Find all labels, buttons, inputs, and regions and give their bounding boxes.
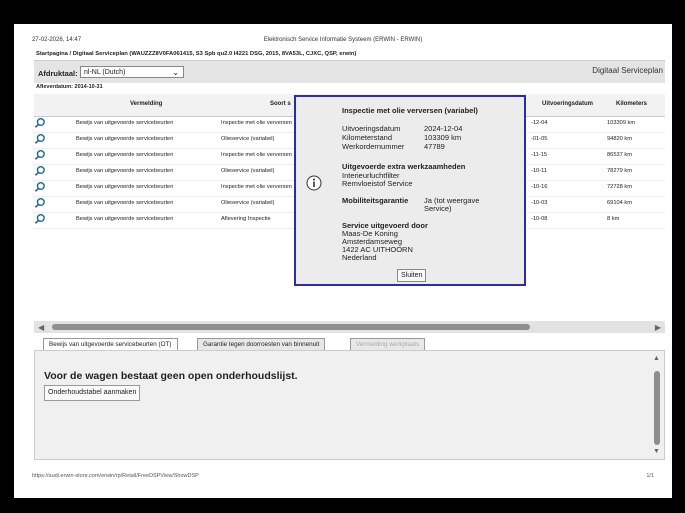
- vertical-scrollbar-thumb[interactable]: [654, 371, 660, 445]
- service-detail-dialog: [294, 95, 526, 286]
- field-label: Uitvoeringsdatum: [342, 124, 401, 133]
- service-line: 1422 AC UITHOORN: [342, 245, 413, 254]
- cell-vermelding: Bewijs van uitgevoerde servicebeurten: [76, 168, 174, 174]
- scroll-up-icon[interactable]: ▲: [653, 355, 660, 362]
- cell-soort: Aflevering Inspectie: [221, 216, 271, 222]
- tab-workshop-note[interactable]: Vermelding werkplaats: [350, 338, 425, 350]
- cell-datum: -10-11: [531, 168, 548, 174]
- cell-datum: -11-15: [531, 152, 548, 158]
- tab-proof-of-service[interactable]: Bewijs van uitgevoerde servicebeurten (OT): [43, 338, 178, 350]
- tab-bar: [34, 336, 665, 350]
- cell-datum: -10-08: [531, 216, 548, 222]
- field-value: 47789: [424, 142, 445, 151]
- language-select[interactable]: [80, 66, 184, 78]
- service-line: Nederland: [342, 253, 377, 262]
- cell-kilometers: 103309 km: [607, 120, 636, 126]
- cell-vermelding: Bewijs van uitgevoerde servicebeurten: [76, 184, 174, 190]
- tab-rust-warranty[interactable]: Garantie tegen doorroesten van binnenuit: [197, 338, 325, 350]
- mobility-value: Service): [424, 204, 452, 213]
- cell-vermelding: Bewijs van uitgevoerde servicebeurten: [76, 216, 174, 222]
- scroll-left-icon[interactable]: ◀: [38, 323, 45, 332]
- cell-vermelding: Bewijs van uitgevoerde servicebeurten: [76, 120, 174, 126]
- service-line: Maas-De Koning: [342, 229, 398, 238]
- cell-datum: -01-05: [531, 136, 548, 142]
- create-maintenance-table-button[interactable]: Onderhoudstabel aanmaken: [44, 385, 140, 401]
- field-value: 2024-12-04: [424, 124, 463, 133]
- scroll-down-icon[interactable]: ▼: [653, 448, 660, 455]
- header-vermelding[interactable]: Vermelding: [130, 101, 163, 107]
- cell-kilometers: 8 km: [607, 216, 620, 222]
- no-maintenance-message: Voor de wagen bestaat geen open onderhoudslijst.: [44, 370, 298, 382]
- field-label: Werkordernummer: [342, 142, 405, 151]
- cell-soort: Olieservice (variabel): [221, 200, 275, 206]
- cell-kilometers: 69104 km: [607, 200, 632, 206]
- toolbar: [34, 61, 665, 83]
- magnifier-icon[interactable]: [34, 149, 46, 161]
- close-button[interactable]: Sluiten: [397, 269, 426, 282]
- dialog-title: Inspectie met olie verversen (variabel): [342, 106, 478, 115]
- breadcrumb: [34, 48, 665, 61]
- cell-kilometers: 72728 km: [607, 184, 632, 190]
- service-by-title: Service uitgevoerd door: [342, 221, 428, 230]
- scrollbar-thumb[interactable]: [52, 324, 530, 330]
- horizontal-scrollbar[interactable]: [34, 321, 665, 333]
- cell-datum: -10-03: [531, 200, 548, 206]
- cell-kilometers: 94820 km: [607, 136, 632, 142]
- extra-work-title: Uitgevoerde extra werkzaamheden: [342, 162, 466, 171]
- extra-work-item: Interieurluchtfilter: [342, 171, 400, 180]
- print-url: https://audi.erwin-store.com/erwin/rp/Retail/FreeDSPView/ShowDSP: [32, 473, 199, 479]
- breadcrumb-text: Startpagina / Digitaal Serviceplan (WAUZZZ8V0FA061415, S3 Spb qu2.0 I4221 DSG, 2015, 8VA53L, CJXC, QSP, erwin): [36, 51, 357, 57]
- cell-datum: -12-04: [531, 120, 548, 126]
- cell-vermelding: Bewijs van uitgevoerde servicebeurten: [76, 200, 174, 206]
- magnifier-icon[interactable]: [34, 213, 46, 225]
- field-value: 103309 km: [424, 133, 462, 142]
- delivery-date: Afleverdatum: 2014-10-31: [36, 84, 103, 90]
- magnifier-icon[interactable]: [34, 117, 46, 129]
- print-title: Elektronisch Service Informatie Systeem (ERWIN - ERWIN): [263, 37, 423, 43]
- magnifier-icon[interactable]: [34, 133, 46, 145]
- cell-kilometers: 86537 km: [607, 152, 632, 158]
- print-page-number: 1/1: [646, 473, 654, 479]
- maintenance-panel: [34, 350, 665, 460]
- service-line: Amsterdamseweg: [342, 237, 403, 246]
- mobility-label: Mobiliteitsgarantie: [342, 196, 409, 205]
- magnifier-icon[interactable]: [34, 197, 46, 209]
- cell-soort: Olieservice (variabel): [221, 136, 275, 142]
- cell-soort: Olieservice (variabel): [221, 168, 275, 174]
- magnifier-icon[interactable]: [34, 181, 46, 193]
- info-icon: [306, 175, 322, 191]
- cell-vermelding: Bewijs van uitgevoerde servicebeurten: [76, 152, 174, 158]
- print-language-label: Afdruktaal:: [38, 69, 78, 78]
- header-uitvoeringsdatum[interactable]: Uitvoeringsdatum: [542, 101, 594, 107]
- cell-datum: -10-16: [531, 184, 548, 190]
- vertical-scrollbar[interactable]: [652, 355, 662, 455]
- cell-vermelding: Bewijs van uitgevoerde servicebeurten: [76, 136, 174, 142]
- chevron-down-icon: ⌄: [172, 68, 179, 77]
- print-datetime: 27-02-2026, 14:47: [32, 37, 82, 43]
- mobility-value: Ja (tot weergave: [424, 196, 480, 205]
- app-brand: Digitaal Serviceplan: [592, 66, 663, 75]
- cell-soort: Inspectie met olie verversen: [221, 184, 292, 190]
- cell-soort: Inspectie met olie verversen: [221, 120, 292, 126]
- cell-kilometers: 78279 km: [607, 168, 632, 174]
- scroll-right-icon[interactable]: ▶: [654, 323, 661, 332]
- header-soort[interactable]: Soort s: [270, 101, 291, 107]
- magnifier-icon[interactable]: [34, 165, 46, 177]
- header-kilometers[interactable]: Kilometers: [616, 101, 648, 107]
- cell-soort: Inspectie met olie verversen: [221, 152, 292, 158]
- extra-work-item: Remvloeistof Service: [342, 179, 413, 188]
- language-select-value: nl-NL (Dutch): [84, 69, 126, 76]
- field-label: Kilometerstand: [342, 133, 393, 142]
